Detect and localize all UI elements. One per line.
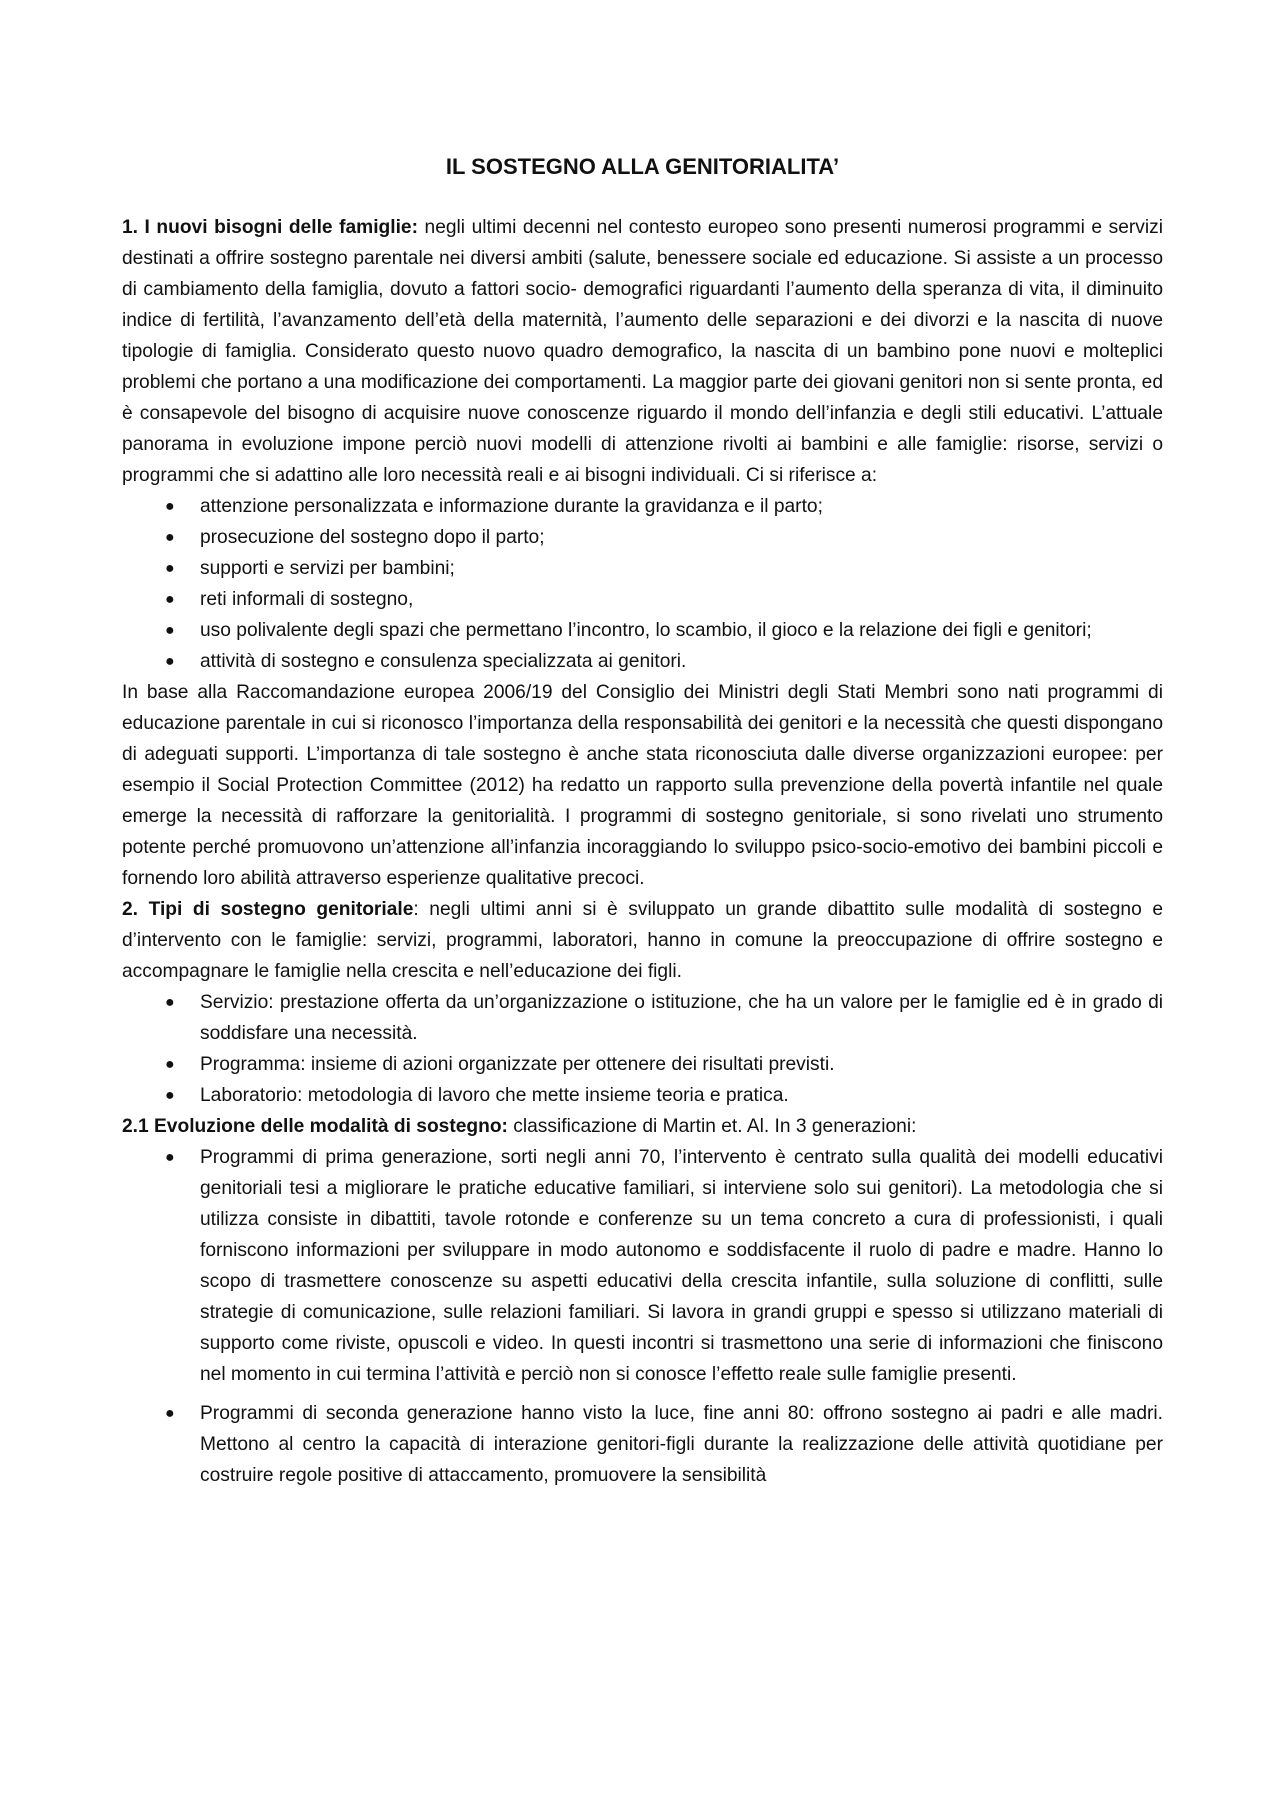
- list-item: ● attività di sostegno e consulenza specializzata ai genitori.: [200, 646, 1163, 677]
- list-item: ● Laboratorio: metodologia di lavoro che mette insieme teoria e pratica.: [200, 1080, 1163, 1111]
- section-2-1-heading: 2.1 Evoluzione delle modalità di sostegno:: [122, 1116, 508, 1137]
- bullet-icon: ●: [165, 1087, 175, 1104]
- section-2-body: : negli ultimi anni si è sviluppato un grande dibattito sulle modalità di sostegno e d’intervento con le famiglie: servizi, programmi, laboratori, hanno in comune la preoccupazione di offrire sostegno e accompagnare le famiglie nella crescita e nell’educazione dei figli.: [122, 899, 1163, 982]
- bullet-icon: ●: [165, 622, 175, 639]
- page-title: IL SOSTEGNO ALLA GENITORIALITA’: [445, 154, 840, 179]
- section-1-body: negli ultimi decenni nel contesto europeo sono presenti numerosi programmi e servizi destinati a offrire sostegno parentale nei diversi ambiti (salute, benessere sociale ed educazione. Si assiste a un processo di cambiamento della famiglia, dovuto a fattori socio- demografici riguardanti l’aumento della speranza di vita, il diminuito indice di fertilità, l’avanzamento dell’età della maternità, l’aumento delle separazioni e dei divorzi e la nascita di nuove tipologie di famiglia. Considerato questo nuovo quadro demografico, la nascita di un bambino pone nuovi e molteplici problemi che portano a una modificazione dei comportamenti. La maggior parte dei giovani genitori non si sente pronta, ed è consapevole del bisogno di acquisire nuove conoscenze riguardo il mondo dell’infanzia e degli stili educativi. L’attuale panorama in evoluzione impone perciò nuovi modelli di attenzione rivolti ai bambini e alle famiglie: risorse, servizi o programmi che si adattino alle loro necessità reali e ai bisogni individuali. Ci si riferisce a:: [122, 217, 1164, 486]
- list-item: ● prosecuzione del sostegno dopo il parto;: [200, 522, 1163, 553]
- section-2-1-bullet-list: [122, 1142, 1163, 1491]
- list-item: ● Programmi di prima generazione, sorti negli anni 70, l’intervento è centrato sulla qualità dei modelli educativi genitoriali tesi a migliorare le pratiche educative familiari, si interviene solo sui genitori). La metodologia che si utilizza consiste in dibattiti, tavole rotonde e conferenze su un tema concreto a cura di professionisti, i quali forniscono informazioni per sviluppare in modo autonomo e soddisfacente il ruolo di padre e madre. Hanno lo scopo di trasmettere conoscenze su aspetti educativi della crescita infantile, sulla soluzione di conflitti, sulle strategie di comunicazione, sulle relazioni familiari. Si lavora in grandi gruppi e spesso si utilizzano materiali di supporto come riviste, opuscoli e video. In questi incontri si trasmettono una serie di informazioni che finiscono nel momento in cui termina l’attività e perciò non si conosce l’effetto reale sulle famiglie presenti.: [200, 1142, 1163, 1390]
- list-item: ● reti informali di sostegno,: [200, 584, 1163, 615]
- section-1-paragraph: [122, 212, 1163, 491]
- list-item: ● uso polivalente degli spazi che permettano l’incontro, lo scambio, il gioco e la relazione dei figli e genitori;: [200, 615, 1163, 646]
- list-item: ● Programmi di seconda generazione hanno visto la luce, fine anni 80: offrono sostegno ai padri e alle madri. Mettono al centro la capacità di interazione genitori-figli durante la realizzazione delle attività quotidiane per costruire regole positive di attaccamento, promuovere la sensibilità: [200, 1398, 1163, 1491]
- section-1-paragraph-2: In base alla Raccomandazione europea 2006/19 del Consiglio dei Ministri degli Stati Membri sono nati programmi di educazione parentale in cui si riconosco l’importanza della responsabilità dei genitori e la necessità che questi dispongano di adeguati supporti. L’importanza di tale sostegno è anche stata riconosciuta dalle diverse organizzazioni europee: per esempio il Social Protection Committee (2012) ha redatto un rapporto sulla prevenzione della povertà infantile nel quale emerge la necessità di rafforzare la genitorialità. I programmi di sostegno genitoriale, si sono rivelati uno strumento potente perché promuovono un’attenzione all’infanzia incoraggiando lo sviluppo psico-socio-emotivo dei bambini piccoli e fornendo loro abilità attraverso esperienze qualitative precoci.: [122, 682, 1163, 889]
- bullet-icon: ●: [165, 653, 175, 670]
- bullet-icon: ●: [165, 1149, 175, 1166]
- section-2-bullet-list: [122, 987, 1163, 1111]
- bullet-icon: ●: [165, 1056, 175, 1073]
- bullet-icon: ●: [165, 591, 175, 608]
- bullet-icon: ●: [165, 994, 175, 1011]
- section-1-heading: 1. I nuovi bisogni delle famiglie:: [122, 217, 418, 238]
- section-2-1-paragraph: [122, 1111, 1163, 1142]
- bullet-icon: ●: [165, 498, 175, 515]
- bullet-icon: ●: [165, 560, 175, 577]
- list-item: ● Programma: insieme di azioni organizzate per ottenere dei risultati previsti.: [200, 1049, 1163, 1080]
- bullet-icon: ●: [165, 1405, 175, 1422]
- section-1-bullet-list: [122, 491, 1163, 677]
- list-item: ● supporti e servizi per bambini;: [200, 553, 1163, 584]
- list-item: ● Servizio: prestazione offerta da un’organizzazione o istituzione, che ha un valore per le famiglie ed è in grado di soddisfare una necessità.: [200, 987, 1163, 1049]
- section-2-1-body: classificazione di Martin et. Al. In 3 generazioni:: [507, 1116, 917, 1137]
- section-2-heading: 2. Tipi di sostegno genitoriale: [122, 899, 414, 920]
- bullet-icon: ●: [165, 529, 175, 546]
- list-item: ● attenzione personalizzata e informazione durante la gravidanza e il parto;: [200, 491, 1163, 522]
- section-2-paragraph: [122, 894, 1163, 987]
